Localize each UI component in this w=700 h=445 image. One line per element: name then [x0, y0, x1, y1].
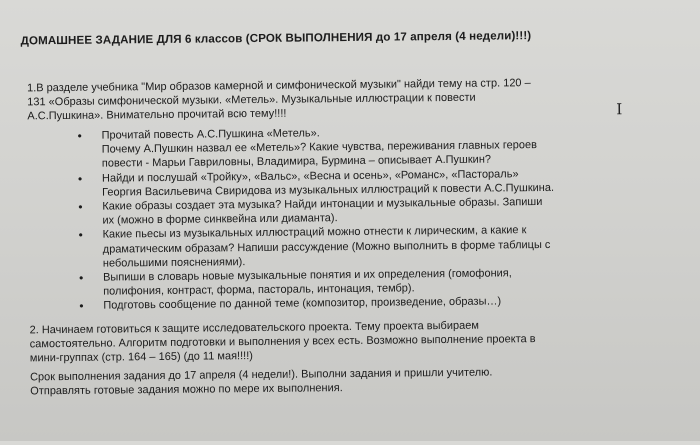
document-heading: ДОМАШНЕЕ ЗАДАНИЕ ДЛЯ 6 классов (СРОК ВЫПОЛНЕНИЯ до 17 апреля (4 недели)!!!)	[20, 29, 532, 48]
bullet-item-read-story: • Прочитай повесть А.С.Пушкина «Метель». Почему А.Пушкин назвал ее «Метель»? Какие чувства, переживания главных героев повести - Марьи Гавриловны, Владимира, Бурмина – описывает А.Пушкин?	[77, 123, 677, 172]
bullet-item-lyric-dramatic: • Какие пьесы из музыкальных иллюстраций можно отнести к лирическим, а какие к драматическим образам? Напиши рассуждение (Можно выполнить в форме таблицы с небольшими пояснениями).	[79, 222, 679, 271]
task-1-text: 1.В разделе учебника "Мир образов камерной и симфонической музыки" найди тему на стр. 120 – 131 «Образы симфонической музыки. «Метель». Музыкальные иллюстрации к повести А.С.Пушкина». Внимательно прочитай всю тему!!!!	[26, 77, 531, 123]
bullet-item-listen-pieces: • Найди и послушай «Тройку», «Вальс», «Весна и осень», «Романс», «Пастораль» Георгия Васильевича Свиридова из музыкальных иллюстраций к повести А.С.Пушкина.	[78, 165, 678, 200]
bullet-item-glossary: • Выпиши в словарь новые музыкальные понятия и их определения (гомофония, полифония, контраст, форма, пастораль, интонация, тембр).	[79, 265, 679, 300]
deadline-note: Срок выполнения задания до 17 апреля (4 недели!). Выполни задания и пришли учителю. Отправлять готовые задания можно по мере их выполнения.	[30, 366, 493, 398]
task-2-text: 2. Начинаем готовиться к защите исследовательского проекта. Тему проекта выбираем самостоятельно. Алгоритм подготовки и выполнения у всех есть. Возможно выполнение проекта в мини-группах (стр. 164 – 165) (до 11 мая!!!!)	[29, 319, 536, 365]
bullet-item-music-images: • Какие образы создает эта музыка? Найди интонации и музыкальные образы. Запиши их (можно в форме синквейна или диаманта).	[78, 194, 678, 229]
text-cursor-icon: I	[616, 100, 623, 119]
bullet-item-report: • Подготовь сообщение по данной теме (композитор, произведение, образы…)	[79, 293, 679, 313]
task-1-bullet-list	[77, 123, 679, 314]
